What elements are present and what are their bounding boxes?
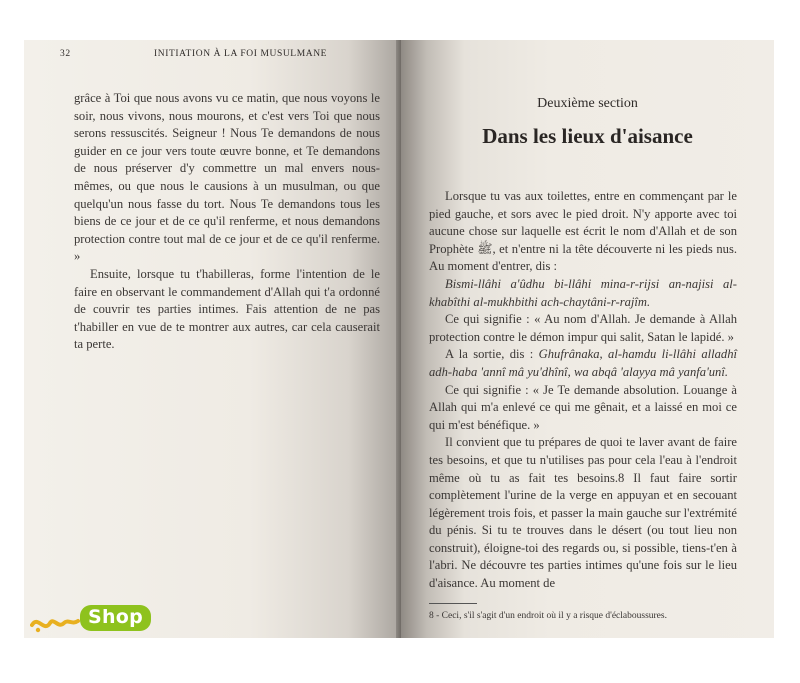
right-paragraph-exit [429, 346, 737, 381]
left-page [24, 40, 401, 638]
running-head: INITIATION À LA FOI MUSULMANE [154, 49, 328, 59]
right-body-text [429, 188, 737, 593]
right-paragraph-meaning-entry: Ce qui signifie : « Au nom d'Allah. Je demande à Allah protection contre le démon impur qui salit, Satan le lapidé. » [429, 312, 737, 344]
chapter-title: Dans les lieux d'aisance [482, 124, 693, 148]
right-paragraph-1: Lorsque tu vas aux toilettes, entre en commençant par le pied gauche, et sors avec le pied droit. N'y apporte avec toi aucune chose sur laquelle est écrit le nom d'Allah et de son Prophète ﷺ, et n'entre ni la tête découverte ni les pieds nus. Au moment d'entrer, dis : [429, 189, 737, 274]
arabic-transliteration-exit: Ghufrânaka, al-hamdu li-llâhi alladhî adh-haba 'annî mâ yu'dhînî, wa abqâ 'alayya mâ yanfa'unî. [429, 347, 738, 379]
arabic-transliteration-entry: Bismi-llâhi a'ûdhu bi-llâhi mina-r-rijsi an-najisi al-khabîthi al-mukhbithi ach-chaytâni-r-rajîm. [429, 276, 737, 309]
left-paragraph-1: grâce à Toi que nous avons vu ce matin, que nous voyons le soir, nous vivons, nous mourons, et c'est vers Toi que nous serons ressuscités. Seigneur ! Nous Te demandons de nous guider en ce jour vers toute œuvre bonne, et Te demandons de nous préserver d'y commettre un mal envers nous-mêmes, ou que nous le causions à un musulman, ou que quelqu'un nous fasse du tort. Nous Te demandons tous les biens de ce jour et de ce qu'il renferme, et nous demandons protection contre tout mal de ce jour et de ce qu'il renferme. » [74, 91, 380, 264]
footnote-rule [429, 603, 477, 604]
section-label: Deuxième section [537, 96, 638, 111]
page-number: 32 [60, 49, 71, 59]
logo-text: Shop [80, 605, 151, 631]
right-paragraph-meaning-exit: Ce qui signifie : « Je Te demande absolution. Louange à Allah qui m'a enlevé ce qui me gênait, et a laissé en moi ce qui m'est bénéfique. » [429, 382, 737, 432]
right-paragraph-instructions: Il convient que tu prépares de quoi te laver avant de faire tes besoins, et que tu n'utilises pas pour cela l'eau à l'endroit même où tu as fait tes besoins.8 Il faut faire sortir complètement l'urine de la verge en appuyan et en secouant légèrement trois fois, et passer la main gauche sur l'extrémité du pénis. Si tu te trouves dans le désert (ou tout lieu non construit), éloigne-toi des regards ou, si possible, tiens-t'en à l'abri. Ne découvre tes parties intimes qu'une fois sur le lieu d'aisance. Au moment de [429, 435, 737, 591]
left-paragraph-2: Ensuite, lorsque tu t'habilleras, forme l'intention de le faire en observant le commandement d'Allah qui t'a ordonné de couvrir tes parties intimes. Fais attention de ne pas t'habiller en vue de te montrer aux autres, car cela causerait ta perte. [74, 266, 380, 352]
right-page [401, 40, 774, 638]
shop-logo [30, 605, 154, 635]
left-body-text [74, 90, 380, 354]
footnote: 8 - Ceci, s'il s'agit d'un endroit où il y a risque d'éclaboussures. [429, 611, 667, 621]
logo-swirl-icon [30, 613, 80, 635]
exit-intro: A la sortie, dis : [445, 347, 534, 362]
